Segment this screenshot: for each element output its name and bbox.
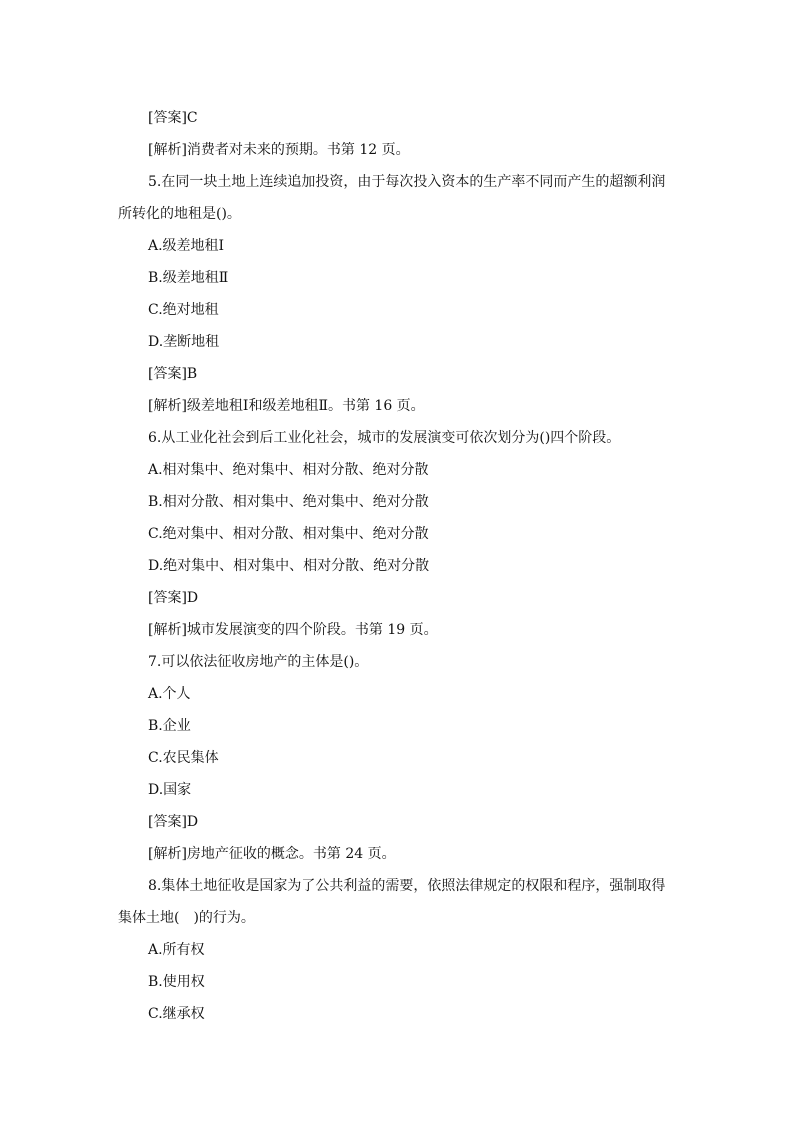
analysis-line: [解析]消费者对未来的预期。书第 12 页。 bbox=[148, 142, 410, 158]
question-8-line-1: 8.集体土地征收是国家为了公共利益的需要，依照法律规定的权限和程序，强制取得 bbox=[148, 878, 666, 894]
option-a: A.相对集中、绝对集中、相对分散、绝对分散 bbox=[148, 462, 429, 478]
option-d: D.垄断地租 bbox=[148, 334, 220, 350]
analysis-line: [解析]房地产征收的概念。书第 24 页。 bbox=[148, 846, 396, 862]
answer-line: [答案]B bbox=[148, 366, 198, 382]
question-8-line-2: 集体土地( )的行为。 bbox=[118, 910, 255, 926]
analysis-line: [解析]城市发展演变的四个阶段。书第 19 页。 bbox=[148, 622, 438, 638]
analysis-line: [解析]级差地租Ⅰ和级差地租Ⅱ。书第 16 页。 bbox=[148, 398, 425, 414]
question-5-line-1: 5.在同一块土地上连续追加投资，由于每次投入资本的生产率不同而产生的超额利润 bbox=[148, 174, 666, 190]
option-a: A.所有权 bbox=[148, 942, 205, 958]
answer-line: [答案]C bbox=[148, 110, 198, 126]
option-d: D.国家 bbox=[148, 782, 192, 798]
answer-line: [答案]D bbox=[148, 590, 199, 606]
option-c: C.农民集体 bbox=[148, 750, 219, 766]
question-7-line: 7.可以依法征收房地产的主体是()。 bbox=[148, 654, 369, 670]
option-d: D.绝对集中、相对集中、相对分散、绝对分散 bbox=[148, 558, 430, 574]
option-b: B.企业 bbox=[148, 718, 191, 734]
option-a: A.级差地租Ⅰ bbox=[148, 238, 225, 254]
option-b: B.级差地租Ⅱ bbox=[148, 270, 229, 286]
option-c: C.继承权 bbox=[148, 1006, 205, 1022]
option-b: B.使用权 bbox=[148, 974, 205, 990]
option-c: C.绝对集中、相对分散、相对集中、绝对分散 bbox=[148, 526, 429, 542]
option-b: B.相对分散、相对集中、绝对集中、绝对分散 bbox=[148, 494, 429, 510]
question-5-line-2: 所转化的地租是()。 bbox=[118, 206, 241, 222]
answer-line: [答案]D bbox=[148, 814, 199, 830]
question-6-line: 6.从工业化社会到后工业化社会，城市的发展演变可依次划分为()四个阶段。 bbox=[148, 430, 621, 446]
option-a: A.个人 bbox=[148, 686, 191, 702]
option-c: C.绝对地租 bbox=[148, 302, 219, 318]
